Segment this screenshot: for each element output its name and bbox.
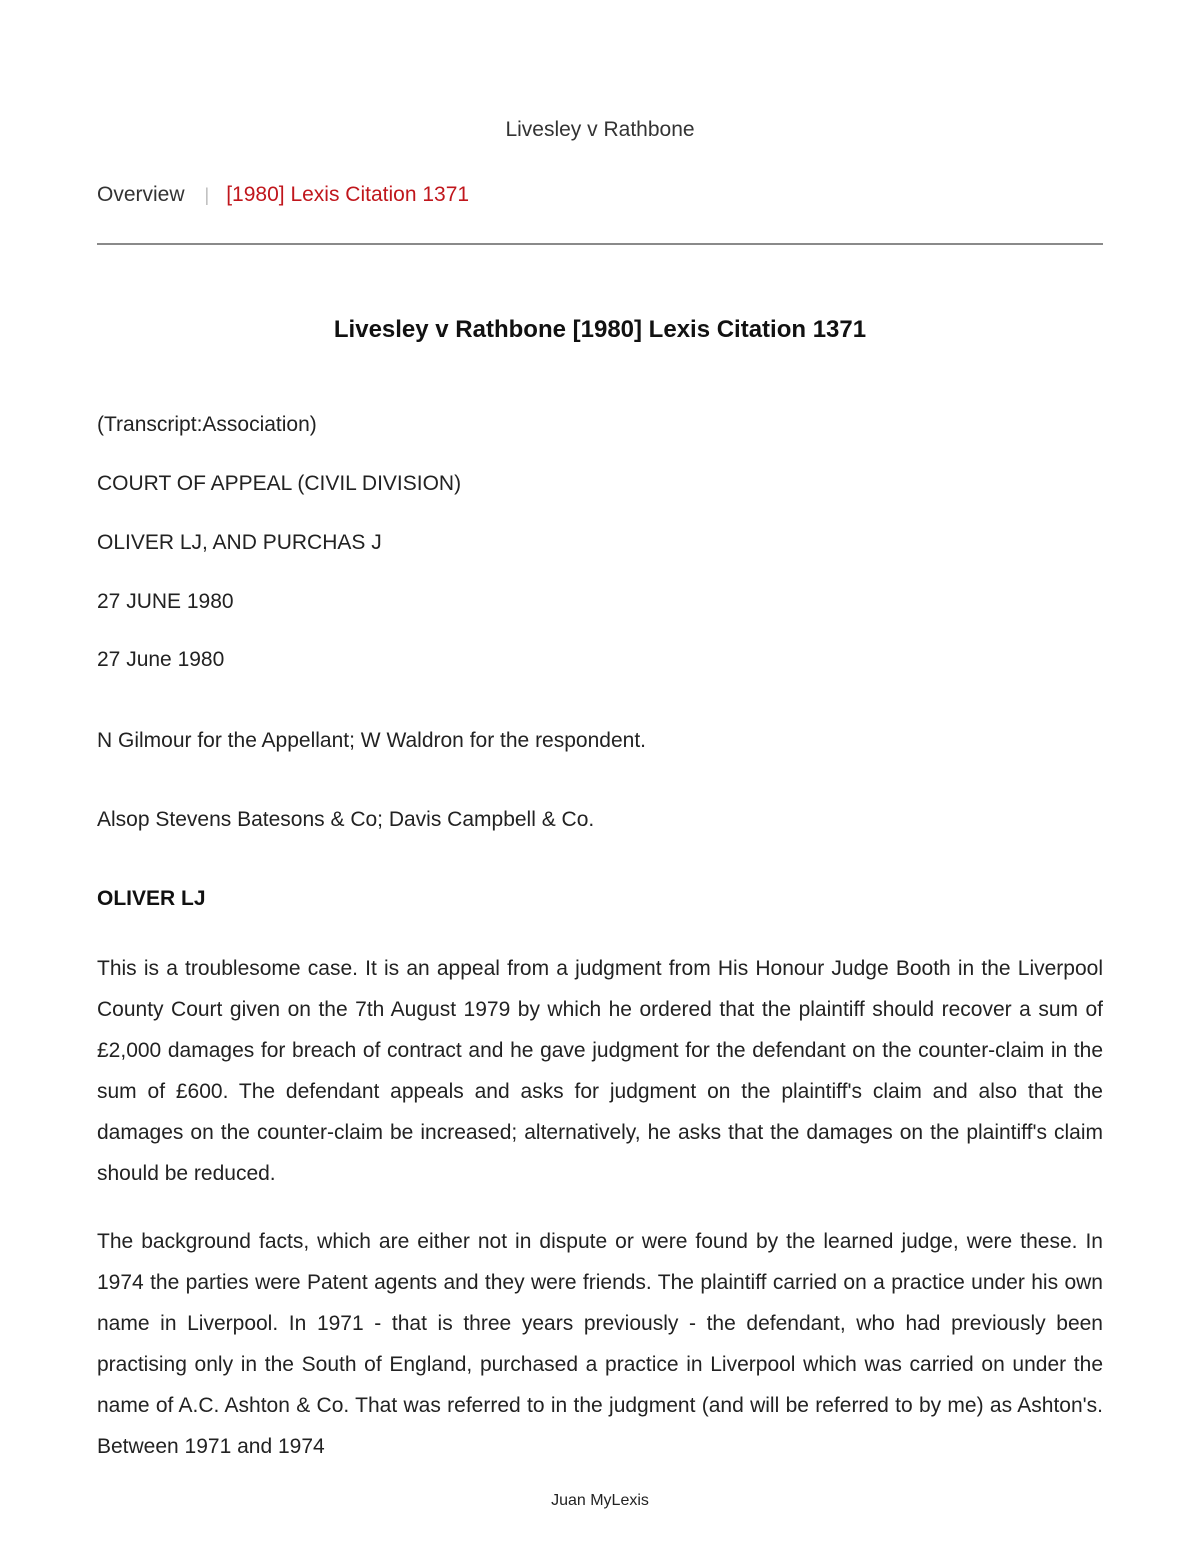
header-divider — [97, 243, 1103, 245]
solicitors-line: Alsop Stevens Batesons & Co; Davis Campbell & Co. — [97, 808, 595, 831]
page-footer: Juan MyLexis — [551, 1492, 649, 1509]
document-title: Livesley v Rathbone [1980] Lexis Citation 1371 — [333, 316, 867, 343]
judge-heading: OLIVER LJ — [97, 887, 206, 910]
transcript-line: (Transcript:Association) — [97, 413, 317, 436]
hearing-date-line: 27 JUNE 1980 — [97, 590, 234, 613]
judges-line: OLIVER LJ, AND PURCHAS J — [97, 531, 382, 554]
court-line: COURT OF APPEAL (CIVIL DIVISION) — [97, 472, 462, 495]
counsel-line: N Gilmour for the Appellant; W Waldron for the respondent. — [97, 729, 646, 752]
document-nav — [97, 183, 469, 207]
running-title: Livesley v Rathbone — [505, 118, 695, 141]
judgment-date-line: 27 June 1980 — [97, 648, 225, 671]
nav-separator: | — [204, 185, 210, 205]
judgment-paragraph: This is a troublesome case. It is an appeal from a judgment from His Honour Judge Booth in the Liverpool County Court given on the 7th August 1979 by which he ordered that the plaintiff should recover a sum of £2,000 damages for breach of contract and he gave judgment for the defendant on the counter-claim in the sum of £600. The defendant appeals and asks for judgment on the plaintiff's claim and also that the damages on the counter-claim be increased; alternatively, he asks that the damages on the plaintiff's claim should be reduced. — [97, 957, 1103, 1185]
nav-overview-link[interactable]: Overview — [97, 183, 185, 206]
judgment-paragraph: The background facts, which are either not in dispute or were found by the learned judge, were these. In 1974 the parties were Patent agents and they were friends. The plaintiff carried on a practice under his own name in Liverpool. In 1971 - that is three years previously - the defendant, who had previously been practising only in the South of England, purchased a practice in Liverpool which was carried on under the name of A.C. Ashton & Co. That was referred to in the judgment (and will be referred to by me) as Ashton's. Between 1971 and 1974 — [97, 1230, 1103, 1458]
nav-citation-link[interactable]: [1980] Lexis Citation 1371 — [226, 183, 470, 206]
